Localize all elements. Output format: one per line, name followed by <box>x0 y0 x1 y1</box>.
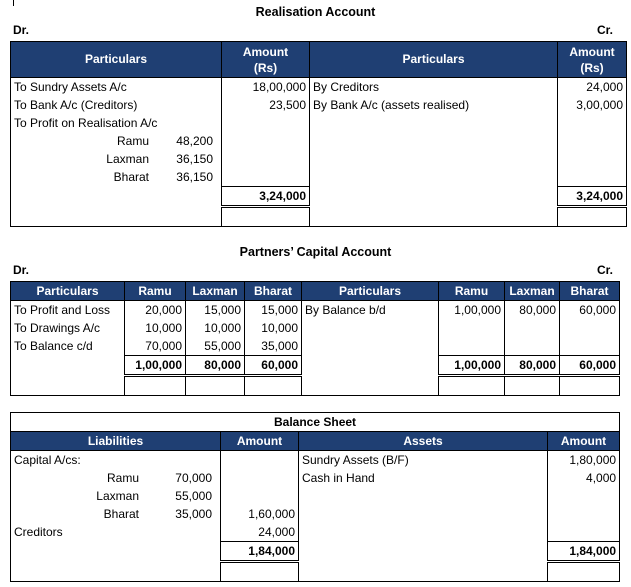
amount-header: Amount <box>221 432 299 451</box>
laxman-total: 80,000 <box>186 356 245 376</box>
ramu-value: 1,00,000 <box>439 301 505 320</box>
capital-title: Partners’ Capital Account <box>239 245 392 259</box>
amount-header-line1: Amount <box>242 44 289 59</box>
capital-particulars-header: Particulars <box>11 282 125 301</box>
capital-table <box>10 281 620 396</box>
table-row <box>11 319 620 337</box>
left-amount <box>222 114 310 132</box>
liabilities-header: Liabilities <box>11 432 221 451</box>
capital-accounts-label: Capital A/cs: <box>11 451 221 470</box>
left-label: To Drawings A/c <box>11 319 125 337</box>
top-tick <box>13 0 14 6</box>
ramu-total: 1,00,000 <box>125 356 186 376</box>
partner-name: Bharat <box>103 506 139 521</box>
balance-total-left: 1,84,000 <box>221 542 299 562</box>
total-row <box>11 187 627 207</box>
realisation-amount-header-right <box>558 42 627 78</box>
partner-row <box>11 150 627 168</box>
bharat-value: 10,000 <box>245 319 302 337</box>
ramu-value: 20,000 <box>125 301 186 320</box>
amount-header-right: Amount <box>548 432 620 451</box>
partner-name: Laxman <box>96 488 139 503</box>
table-row <box>11 523 620 542</box>
partner-value: 48,200 <box>176 133 213 148</box>
capital-laxman-header-right: Laxman <box>505 282 560 301</box>
laxman-value: 80,000 <box>505 301 560 320</box>
total-row <box>11 356 620 376</box>
bharat-total: 60,000 <box>245 356 302 376</box>
asset-label: Sundry Assets (B/F) <box>299 451 548 470</box>
partner-name: Bharat <box>113 169 149 184</box>
realisation-dr: Dr. <box>13 23 30 37</box>
amount-header-line2: (Rs) <box>580 60 604 75</box>
right-amount: 3,00,000 <box>558 96 627 114</box>
bharat-value: 60,000 <box>560 301 620 320</box>
partner-name: Ramu <box>116 133 149 148</box>
balance-total-right: 1,84,000 <box>548 542 620 562</box>
partner-name: Laxman <box>106 151 149 166</box>
partner-row <box>11 487 620 505</box>
balance-title: Balance Sheet <box>11 413 620 432</box>
partner-row <box>11 505 620 523</box>
laxman-value: 10,000 <box>186 319 245 337</box>
bharat-total-right: 60,000 <box>560 356 620 376</box>
left-label: To Profit on Realisation A/c <box>11 114 222 132</box>
ramu-total-right: 1,00,000 <box>439 356 505 376</box>
capital-total: 1,60,000 <box>221 505 299 523</box>
left-label: To Balance c/d <box>11 337 125 356</box>
table-row <box>11 451 620 470</box>
capital-ramu-header: Ramu <box>125 282 186 301</box>
partner-row <box>11 168 627 187</box>
bharat-value: 15,000 <box>245 301 302 320</box>
realisation-cr: Cr. <box>597 23 614 37</box>
partner-value: 70,000 <box>175 470 212 485</box>
ramu-value: 10,000 <box>125 319 186 337</box>
right-label: By Creditors <box>310 78 558 97</box>
table-row <box>11 114 627 132</box>
right-amount: 24,000 <box>558 78 627 97</box>
realisation-particulars-header: Particulars <box>11 42 222 78</box>
assets-header: Assets <box>299 432 548 451</box>
amount-header-line1: Amount <box>569 44 615 59</box>
realisation-table <box>10 41 627 227</box>
asset-amount: 1,80,000 <box>548 451 620 470</box>
left-label: To Profit and Loss <box>11 301 125 320</box>
table-row <box>11 337 620 356</box>
partner-value: 35,000 <box>175 506 212 521</box>
asset-label: Cash in Hand <box>299 469 548 487</box>
table-row <box>11 301 620 320</box>
realisation-total-right: 3,24,000 <box>558 187 627 207</box>
laxman-value: 15,000 <box>186 301 245 320</box>
partner-value: 55,000 <box>175 488 212 503</box>
capital-cr: Cr. <box>597 263 614 277</box>
table-row <box>11 96 627 114</box>
partner-value: 36,150 <box>176 151 213 166</box>
laxman-value: 55,000 <box>186 337 245 356</box>
capital-dr: Dr. <box>13 263 30 277</box>
partner-value: 36,150 <box>176 169 213 184</box>
total-row <box>11 542 620 562</box>
left-amount: 23,500 <box>222 96 310 114</box>
partner-row <box>11 469 620 487</box>
capital-ramu-header-right: Ramu <box>439 282 505 301</box>
amount-header-line2: (Rs) <box>253 60 278 75</box>
realisation-total-left: 3,24,000 <box>222 187 310 207</box>
bharat-value: 35,000 <box>245 337 302 356</box>
table-row <box>11 78 627 97</box>
left-label: To Bank A/c (Creditors) <box>11 96 222 114</box>
laxman-total-right: 80,000 <box>505 356 560 376</box>
realisation-title: Realisation Account <box>255 5 376 19</box>
capital-laxman-header: Laxman <box>186 282 245 301</box>
capital-particulars-header-right: Particulars <box>302 282 439 301</box>
left-amount: 18,00,000 <box>222 78 310 97</box>
right-label: By Bank A/c (assets realised) <box>310 96 558 114</box>
realisation-particulars-header-right: Particulars <box>310 42 558 78</box>
partner-row <box>11 132 627 150</box>
capital-bharat-header-right: Bharat <box>560 282 620 301</box>
partner-name: Ramu <box>106 470 139 485</box>
realisation-amount-header <box>222 42 310 78</box>
asset-amount: 4,000 <box>548 469 620 487</box>
left-label: To Sundry Assets A/c <box>11 78 222 97</box>
balance-sheet-table <box>10 412 620 582</box>
capital-bharat-header: Bharat <box>245 282 302 301</box>
right-label: By Balance b/d <box>302 301 439 320</box>
creditors-label: Creditors <box>11 523 221 542</box>
ramu-value: 70,000 <box>125 337 186 356</box>
creditors-amount: 24,000 <box>221 523 299 542</box>
